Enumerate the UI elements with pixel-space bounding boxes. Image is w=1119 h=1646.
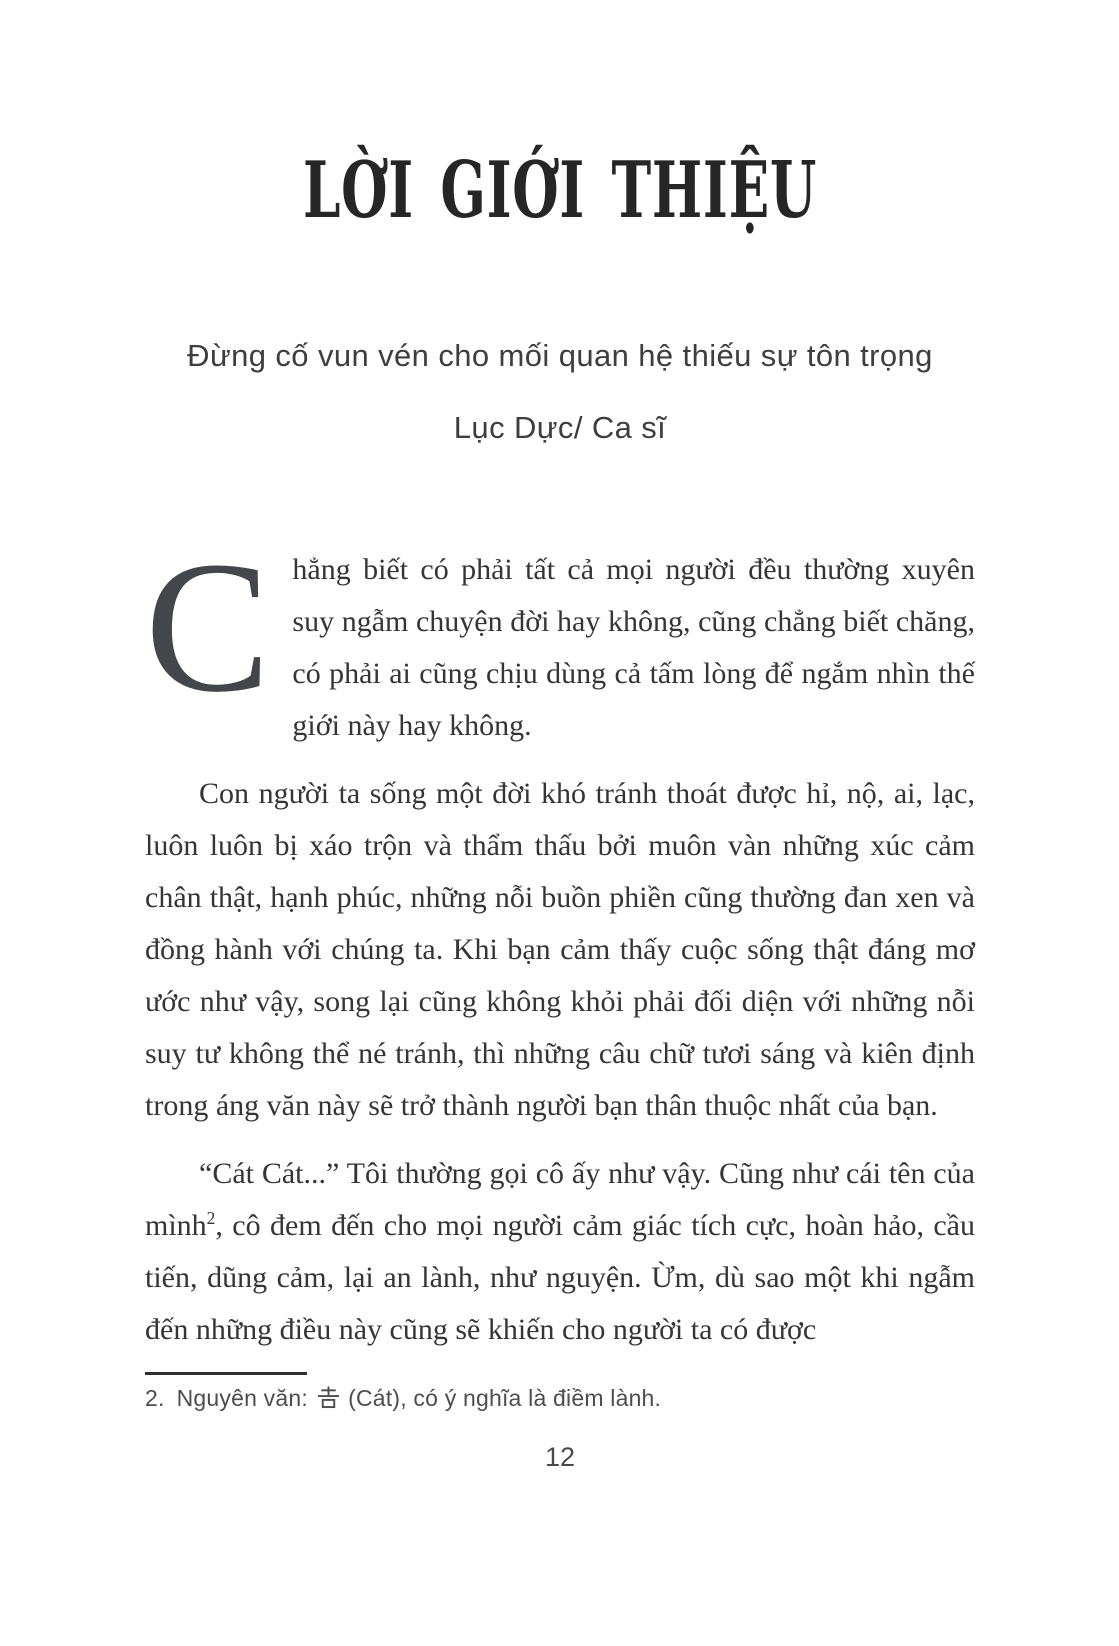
hanzi-cat-icon (317, 1386, 340, 1409)
paragraph-1 (145, 522, 975, 752)
paragraph-2: Con người ta sống một đời khó tránh thoát được hỉ, nộ, ai, lạc, luôn luôn bị xáo trộn và thẩm thấu bởi muôn vàn những xúc cảm chân thật, hạnh phúc, những nỗi buồn phiền cũng thường đan xen và đồng hành với chúng ta. Khi bạn cảm thấy cuộc sống thật đáng mơ ước như vậy, song lại cũng không khỏi phải đối diện với những nỗi suy tư không thể né tránh, thì những câu chữ tươi sáng và kiên định trong áng văn này sẽ trở thành người bạn thân thuộc nhất của bạn. (145, 777, 975, 1122)
footnote-number: 2. (145, 1385, 165, 1411)
hanzi-cat-character (342, 1383, 343, 1384)
footnote-text-suffix: (Cát), có ý nghĩa là điềm lành. (348, 1385, 662, 1411)
chapter-title (145, 145, 975, 237)
epigraph-quote: Đừng cố vun vén cho mối quan hệ thiếu sự tôn trọng (187, 338, 933, 373)
paragraph-3 (145, 1148, 975, 1356)
paragraph-3-text-end: , cô đem đến cho mọi người cảm giác tích cực, hoàn hảo, cầu tiến, dũng cảm, lại an lành, như nguyện. Ừm, dù sao một khi ngẫm đến những điều này cũng sẽ khiến cho người ta có được (145, 1209, 975, 1346)
page-number: 12 (544, 1442, 576, 1472)
footnote-separator (145, 1372, 307, 1375)
footnote-reference: 2 (206, 1208, 216, 1228)
footnote-area (145, 1372, 975, 1413)
epigraph-author: Lục Dực/ Ca sĩ (453, 410, 667, 445)
footnote-text-prefix: Nguyên văn: (176, 1385, 308, 1411)
footnote (145, 1383, 975, 1413)
paragraph-3-text-start: “Cát Cát...” Tôi thường gọi cô ấy như vậy. Cũng như cái tên của mình (145, 1157, 975, 1242)
dropcap-letter: C (145, 522, 271, 731)
chapter-title-text: LỜI GIỚI THIỆU (302, 145, 818, 237)
body-text (145, 522, 975, 1356)
paragraph-1-text: hẳng biết có phải tất cả mọi người đều thường xuyên suy ngẫm chuyện đời hay không, cũng chẳng biết chăng, có phải ai cũng chịu dùng cả tấm lòng để ngắm nhìn thế giới này hay không. (292, 553, 975, 742)
